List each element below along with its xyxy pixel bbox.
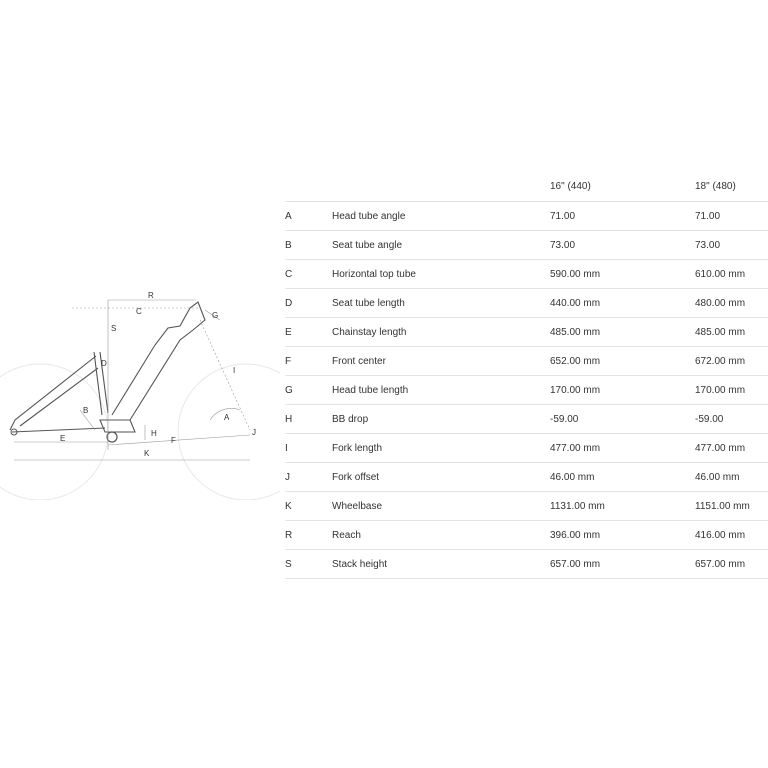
table-row xyxy=(285,202,768,231)
row-value-16: 1131.00 mm xyxy=(550,492,695,521)
row-name: Fork length xyxy=(332,434,550,463)
table-header-row xyxy=(285,172,768,202)
row-value-16: 170.00 mm xyxy=(550,376,695,405)
table-row xyxy=(285,376,768,405)
row-code: H xyxy=(285,405,332,434)
table-row xyxy=(285,434,768,463)
table-row xyxy=(285,405,768,434)
row-value-18: 73.00 xyxy=(695,231,768,260)
row-value-16: -59.00 xyxy=(550,405,695,434)
row-code: J xyxy=(285,463,332,492)
row-name: Stack height xyxy=(332,550,550,579)
row-value-16: 73.00 xyxy=(550,231,695,260)
row-code: I xyxy=(285,434,332,463)
row-name: Horizontal top tube xyxy=(332,260,550,289)
row-value-18: -59.00 xyxy=(695,405,768,434)
row-name: Wheelbase xyxy=(332,492,550,521)
row-code: G xyxy=(285,376,332,405)
row-value-18: 657.00 mm xyxy=(695,550,768,579)
row-name: Fork offset xyxy=(332,463,550,492)
row-value-16: 46.00 mm xyxy=(550,463,695,492)
row-value-16: 590.00 mm xyxy=(550,260,695,289)
label-i: I xyxy=(233,366,236,375)
row-name: Reach xyxy=(332,521,550,550)
row-value-18: 1151.00 mm xyxy=(695,492,768,521)
row-value-18: 480.00 mm xyxy=(695,289,768,318)
label-g: G xyxy=(212,311,219,320)
row-value-16: 485.00 mm xyxy=(550,318,695,347)
row-code: C xyxy=(285,260,332,289)
row-value-16: 440.00 mm xyxy=(550,289,695,318)
label-b: B xyxy=(83,406,89,415)
header-size-18: 18" (480) xyxy=(695,181,736,192)
geometry-table xyxy=(285,172,768,579)
label-r: R xyxy=(148,291,154,300)
table-row xyxy=(285,492,768,521)
row-value-18: 71.00 xyxy=(695,202,768,231)
row-code: B xyxy=(285,231,332,260)
table-row xyxy=(285,289,768,318)
row-name: BB drop xyxy=(332,405,550,434)
row-code: E xyxy=(285,318,332,347)
row-value-18: 610.00 mm xyxy=(695,260,768,289)
row-value-18: 477.00 mm xyxy=(695,434,768,463)
table-row xyxy=(285,463,768,492)
row-code: F xyxy=(285,347,332,376)
row-code: D xyxy=(285,289,332,318)
label-k: K xyxy=(144,449,150,458)
row-code: S xyxy=(285,550,332,579)
table-row xyxy=(285,521,768,550)
row-code: R xyxy=(285,521,332,550)
label-s: S xyxy=(111,324,117,333)
row-name: Chainstay length xyxy=(332,318,550,347)
label-a: A xyxy=(224,413,230,422)
row-name: Seat tube length xyxy=(332,289,550,318)
row-name: Seat tube angle xyxy=(332,231,550,260)
row-value-18: 416.00 mm xyxy=(695,521,768,550)
label-e: E xyxy=(60,434,66,443)
header-size-16: 16" (440) xyxy=(550,181,591,192)
row-name: Head tube angle xyxy=(332,202,550,231)
row-value-16: 71.00 xyxy=(550,202,695,231)
row-code: K xyxy=(285,492,332,521)
table-row xyxy=(285,347,768,376)
label-j: J xyxy=(252,428,256,437)
table-row xyxy=(285,231,768,260)
row-value-16: 396.00 mm xyxy=(550,521,695,550)
row-value-18: 672.00 mm xyxy=(695,347,768,376)
row-code: A xyxy=(285,202,332,231)
row-value-16: 652.00 mm xyxy=(550,347,695,376)
header-name xyxy=(332,172,550,202)
row-name: Front center xyxy=(332,347,550,376)
table-row xyxy=(285,260,768,289)
table-row xyxy=(285,550,768,579)
row-value-18: 485.00 mm xyxy=(695,318,768,347)
bike-frame-drawing xyxy=(0,280,280,500)
bike-geometry-diagram xyxy=(0,280,280,500)
row-value-18: 46.00 mm xyxy=(695,463,768,492)
label-h: H xyxy=(151,429,157,438)
row-value-18: 170.00 mm xyxy=(695,376,768,405)
label-c: C xyxy=(136,307,142,316)
table-row xyxy=(285,318,768,347)
label-f: F xyxy=(171,436,176,445)
row-value-16: 477.00 mm xyxy=(550,434,695,463)
row-name: Head tube length xyxy=(332,376,550,405)
header-code xyxy=(285,172,332,202)
label-d: D xyxy=(101,359,107,368)
row-value-16: 657.00 mm xyxy=(550,550,695,579)
